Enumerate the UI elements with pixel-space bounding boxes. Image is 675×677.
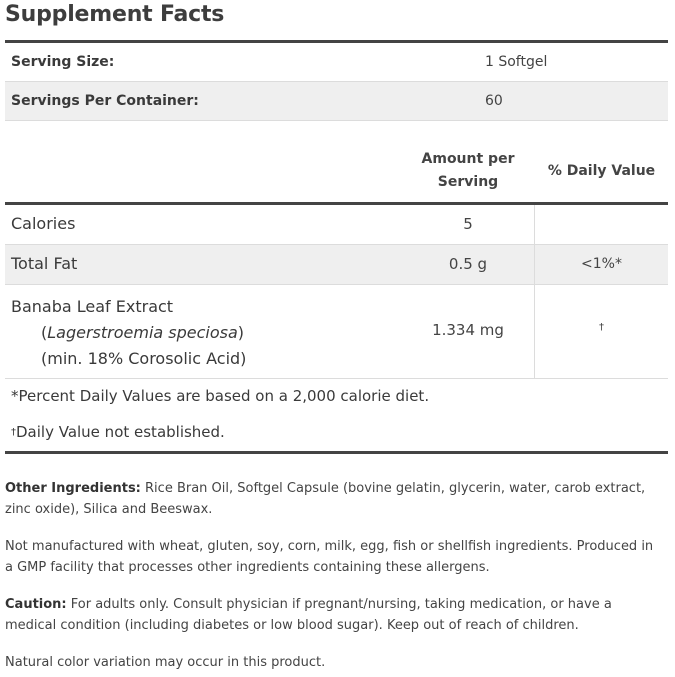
serving-size-value: 1 Softgel <box>485 54 548 70</box>
serving-size-label: Serving Size: <box>11 54 115 70</box>
latin-name-italic: Lagerstroemia speciosa <box>47 323 238 342</box>
allergen-statement: Not manufactured with wheat, gluten, soy, corn, milk, egg, fish or shellfish ingredients. Produced in a GMP facility that processes other ingredients containing these allergens. <box>5 539 654 575</box>
column-divider <box>534 245 535 284</box>
servings-per-container-value: 60 <box>485 93 503 109</box>
dagger-symbol: † <box>11 427 16 438</box>
servings-per-container-label: Servings Per Container: <box>11 93 199 109</box>
latin-close-paren: ) <box>237 323 245 342</box>
supplement-facts-table <box>5 40 668 121</box>
nutrient-name-block <box>11 294 246 372</box>
bottom-rule <box>5 451 668 454</box>
dagger-footnote <box>11 423 225 441</box>
nutrient-name: Total Fat <box>11 254 78 273</box>
column-divider <box>534 285 535 378</box>
other-ingredients-text: Rice Bran Oil, Softgel Capsule (bovine gelatin, glycerin, water, carob extract, zinc oxide), Silica and Beeswax. <box>5 481 646 517</box>
serving-size-row <box>5 43 668 82</box>
color-variation-note: Natural color variation may occur in this product. <box>5 655 326 670</box>
nutrient-amount: 0.5 g <box>448 255 488 273</box>
daily-value-header: % Daily Value <box>547 163 656 179</box>
column-divider <box>534 205 535 244</box>
caution-text: For adults only. Consult physician if pregnant/nursing, taking medication, or have a medical condition (including diabetes or low blood sugar). Keep out of reach of children. <box>5 597 612 633</box>
amount-header-line1: Amount per <box>421 151 515 167</box>
nutrient-row-calories <box>5 205 668 245</box>
nutrient-name: Calories <box>11 214 76 233</box>
nutrient-amount: 1.334 mg <box>432 321 504 339</box>
percent-daily-footnote: *Percent Daily Values are based on a 2,000 calorie diet. <box>11 387 430 405</box>
nutrient-latin-name <box>11 320 246 346</box>
caution-statement <box>5 594 665 636</box>
nutrient-daily-value: † <box>599 322 604 333</box>
nutrient-standardization: (min. 18% Corosolic Acid) <box>41 349 247 368</box>
latin-open-paren: ( <box>41 323 48 342</box>
page-title: Supplement Facts <box>5 2 225 27</box>
caution-label: Caution: <box>5 597 67 612</box>
other-ingredients-label: Other Ingredients: <box>5 481 141 496</box>
amount-per-serving-header <box>413 148 523 194</box>
nutrient-row-banaba <box>5 285 668 379</box>
dagger-footnote-text: Daily Value not established. <box>16 423 225 441</box>
nutrient-daily-value: <1%* <box>581 256 622 272</box>
servings-per-container-row <box>5 82 668 121</box>
nutrient-name: Banaba Leaf Extract <box>11 297 174 316</box>
amount-header-line2: Serving <box>437 174 499 190</box>
nutrient-amount: 5 <box>463 215 473 233</box>
other-ingredients <box>5 478 665 520</box>
nutrient-row-total-fat <box>5 245 668 285</box>
